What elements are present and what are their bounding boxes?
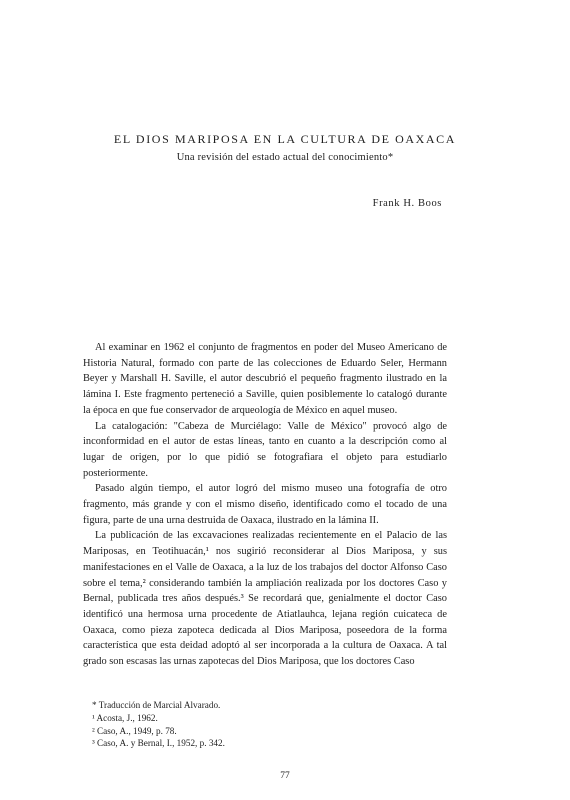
footnote: ¹ Acosta, J., 1962.	[92, 712, 158, 723]
body-paragraph: La publicación de las excavaciones realizadas recientemente en el Palacio de las Mariposas, en Teotihuacán,¹ nos sugirió reconsiderar al Dios Mariposa, y sus manifestaciones en el Valle de Oaxaca, a la luz de los trabajos del doctor Alfonso Caso sobre el tema,² considerando también la ampliación realizada por los doctores Caso y Bernal, publicada tres años después.³ Se recordará que, genialmente el doctor Caso identificó una hermosa urna procedente de Atiatlauhca, lejana región cuicateca de Oaxaca, como pieza zapoteca dedicada al Dios Mariposa, poseedora de la forma característica que esta deidad adoptó al ser incorporada a la cultura de Oaxaca. A tal grado son escasas las urnas zapotecas del Dios Mariposa, que los doctores Caso	[83, 530, 447, 668]
article-body	[83, 340, 447, 670]
body-paragraph: Al examinar en 1962 el conjunto de fragmentos en poder del Museo Americano de Historia Natural, formado con parte de las colecciones de Eduardo Seler, Hermann Beyer y Marshall H. Saville, el autor descubrió el pequeño fragmento ilustrado en la lámina I. Este fragmento perteneció a Saville, quien posiblemente lo catalogó durante la época en que fue conservador de arqueología de México en aquel museo.	[83, 342, 447, 416]
author-name: Frank H. Boos	[372, 198, 442, 209]
footnote: ² Caso, A., 1949, p. 78.	[92, 725, 177, 736]
article-subtitle: Una revisión del estado actual del conocimiento*	[176, 152, 394, 163]
body-paragraph: Pasado algún tiempo, el autor logró del mismo museo una fotografía de otro fragmento, más grande y con el mismo diseño, identificado como el tocado de una figura, parte de una urna destruida de Oaxaca, ilustrado en la lámina II.	[83, 483, 447, 526]
footnote: ³ Caso, A. y Bernal, I., 1952, p. 342.	[92, 738, 225, 749]
footnote: * Traducción de Marcial Alvarado.	[92, 700, 221, 710]
body-paragraph: La catalogación: "Cabeza de Murciélago: Valle de México" provocó algo de inconformidad en el autor de estas líneas, tanto en cuanto a la descripción como al lugar de origen, por lo que pidió se fotografiara el objeto para estudiarlo posteriormente.	[83, 420, 447, 479]
footnotes	[92, 699, 432, 750]
article-title: EL DIOS MARIPOSA EN LA CULTURA DE OAXACA	[113, 132, 457, 146]
page-number: 77	[280, 771, 290, 781]
